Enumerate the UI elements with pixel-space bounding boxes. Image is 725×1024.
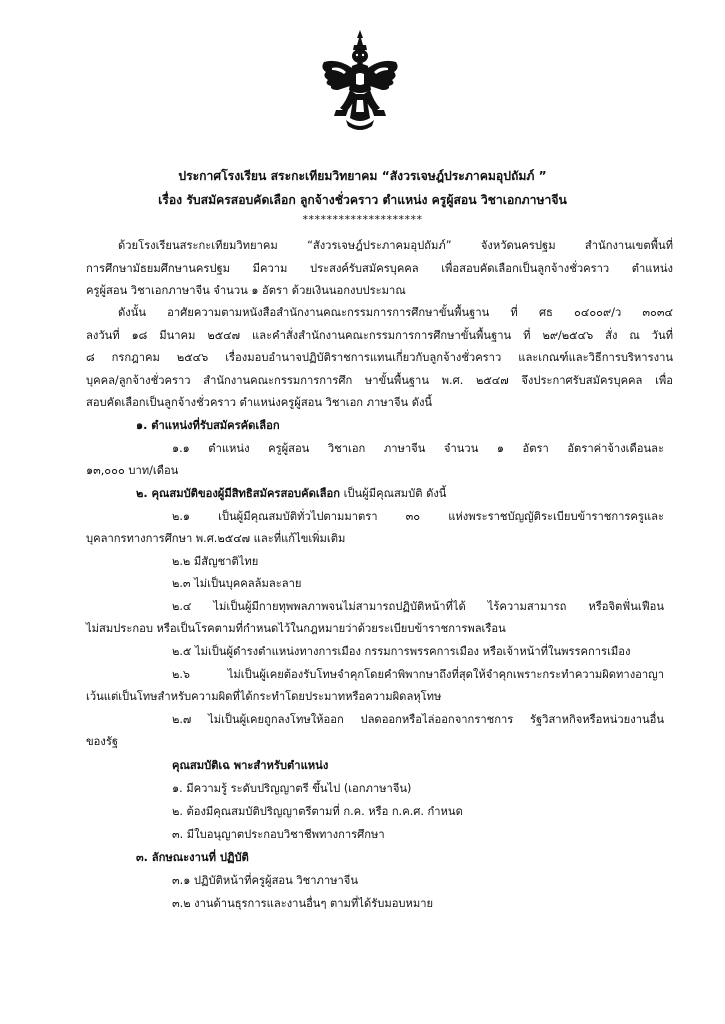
section-2-item-7-line-2: ของรัฐ <box>86 735 119 748</box>
special-qualification-1: ๑. มีความรู้ ระดับปริญญาตรี ขึ้นไป (เอกภาษาจีน) <box>172 782 412 795</box>
section-3-heading: ๓. ลักษณะงานที่ ปฏิบัติ <box>136 851 249 864</box>
intro-paragraph-2-line-4: บุคคล/ลูกจ้างชั่วคราว สำนักงานคณะกรรมการการศึก ษาขั้นพื้นฐาน พ.ศ. ๒๕๔๗ จึงประกาศรับสมัครบุคคล เพื่อ <box>86 374 673 387</box>
intro-paragraph-1-line-2: การศึกษามัธยมศึกษานครปฐม มีความ ประสงค์รับสมัครบุคคล เพื่อสอบคัดเลือกเป็นลูกจ้างชั่วคราว ตำแหน่ง <box>86 262 673 275</box>
section-3-item-1: ๓.๑ ปฏิบัติหน้าที่ครูผู้สอน วิชาภาษาจีน <box>172 874 358 887</box>
section-1-heading: ๑. ตำแหน่งที่รับสมัครคัดเลือก <box>136 419 280 432</box>
intro-paragraph-2-line-2: ลงวันที่ ๑๘ มีนาคม ๒๕๔๗ และคำสั่งสำนักงานคณะกรรมการการศึกษาขั้นพื้นฐาน ที่ ๒๙/๒๕๔๖ สั่ง ณ วันที่ <box>86 329 673 342</box>
section-2-item-3: ๒.๓ ไม่เป็นบุคคลล้มละลาย <box>172 577 302 590</box>
page-title: ประกาศโรงเรียน สระกะเทียมวิทยาคม “สังวรเจษฎ์ประภาคมอุปถัมภ์ ” <box>178 169 547 183</box>
section-2-item-4-line-2: ไม่สมประกอบ หรือเป็นโรคตามที่กำหนดไว้ในกฎหมายว่าด้วยระเบียบข้าราชการพลเรือน <box>86 622 506 635</box>
section-2-item-1-line-1: ๒.๑ เป็นผู้มีคุณสมบัติทั่วไปตามมาตรา ๓๐ แห่งพระราชบัญญัติระเบียบข้าราชการครูและ <box>172 510 664 523</box>
separator-stars: ******************** <box>302 213 423 226</box>
intro-paragraph-1-line-3: ครูผู้สอน วิชาเอกภาษาจีน จำนวน ๑ อัตรา ด้วยเงินนอกงบประมาณ <box>86 284 406 297</box>
intro-paragraph-2-line-5: สอบคัดเลือกเป็นลูกจ้างชั่วคราว ตำแหน่งครูผู้สอน วิชาเอก ภาษาจีน ดังนี้ <box>86 396 433 409</box>
section-3-item-2: ๓.๒ งานด้านธุรการและงานอื่นๆ ตามที่ได้รับมอบหมาย <box>172 897 434 910</box>
section-2-item-4-line-1: ๒.๔ ไม่เป็นผู้มีกายทุพพลภาพจนไม่สามารถปฏิบัติหน้าที่ได้ ไร้ความสามารถ หรือจิตฟั่นเฟือน <box>172 600 664 613</box>
section-2-item-6-line-1: ๒.๖ ไม่เป็นผู้เคยต้องรับโทษจำคุกโดยคำพิพากษาถึงที่สุดให้จำคุกเพราะกระทำความผิดทางอาญา <box>172 668 664 681</box>
intro-paragraph-1-line-1: ด้วยโรงเรียนสระกะเทียมวิทยาคม “สังวรเจษฎ์ประภาคมอุปถัมภ์” จังหวัดนครปฐม สำนักงานเขตพื้นที่ <box>118 239 673 252</box>
subject-line: เรื่อง รับสมัครสอบคัดเลือก ลูกจ้างชั่วคราว ตำแหน่ง ครูผู้สอน วิชาเอกภาษาจีน <box>158 193 567 207</box>
section-2-heading-tail: เป็นผู้มีคุณสมบัติ ดังนี้ <box>343 487 447 500</box>
garuda-emblem-icon <box>316 28 404 136</box>
special-qualifications-heading: คุณสมบัติเฉ พาะสำหรับตำแหน่ง <box>172 759 329 772</box>
section-2-item-2: ๒.๒ มีสัญชาติไทย <box>172 555 259 568</box>
section-2-item-1-line-2: บุคลากรทางการศึกษา พ.ศ.๒๕๔๗ และที่แก้ไขเพิ่มเติม <box>86 532 346 545</box>
section-2-item-6-line-2: เว้นแต่เป็นโทษสำหรับความผิดที่ได้กระทำโดยประมาทหรือความผิดลหุโทษ <box>86 690 442 703</box>
special-qualification-2: ๒. ต้องมีคุณสมบัติปริญญาตรีตามที่ ก.ค. หรือ ก.ค.ศ. กำหนด <box>172 805 463 818</box>
section-2-heading-row <box>136 488 446 499</box>
section-2-item-7-line-1: ๒.๗ ไม่เป็นผู้เคยถูกลงโทษให้ออก ปลดออกหรือไล่ออกจากราชการ รัฐวิสาหกิจหรือหน่วยงานอื่น <box>172 713 664 726</box>
intro-paragraph-2-line-3: ๘ กรกฎาคม ๒๕๔๖ เรื่องมอบอำนาจปฏิบัติราชการแทนเกี่ยวกับลูกจ้างชั่วคราว และเกณฑ์และวิธีการบริหารงาน <box>86 351 673 364</box>
section-1-item-line-2: ๑๓,๐๐๐ บาท/เดือน <box>86 464 179 477</box>
special-qualification-3: ๓. มีใบอนุญาตประกอบวิชาชีพทางการศึกษา <box>172 828 385 841</box>
section-2-heading: ๒. คุณสมบัติของผู้มีสิทธิสมัครสอบคัดเลือก <box>136 487 341 500</box>
intro-paragraph-2-line-1: ดังนั้น อาศัยความตามหนังสือสำนักงานคณะกรรมการการศึกษาขั้นพื้นฐาน ที่ ศธ ๐๔๐๐๙/ว ๓๐๓๔ <box>118 306 673 319</box>
section-2-item-5: ๒.๕ ไม่เป็นผู้ดำรงตำแหน่งทางการเมือง กรรมการพรรคการเมือง หรือเจ้าหน้าที่ในพรรคการเมือง <box>172 645 631 658</box>
section-1-item-line-1: ๑.๑ ตำแหน่ง ครูผู้สอน วิชาเอก ภาษาจีน จำนวน ๑ อัตรา อัตราค่าจ้างเดือนละ <box>172 442 664 455</box>
